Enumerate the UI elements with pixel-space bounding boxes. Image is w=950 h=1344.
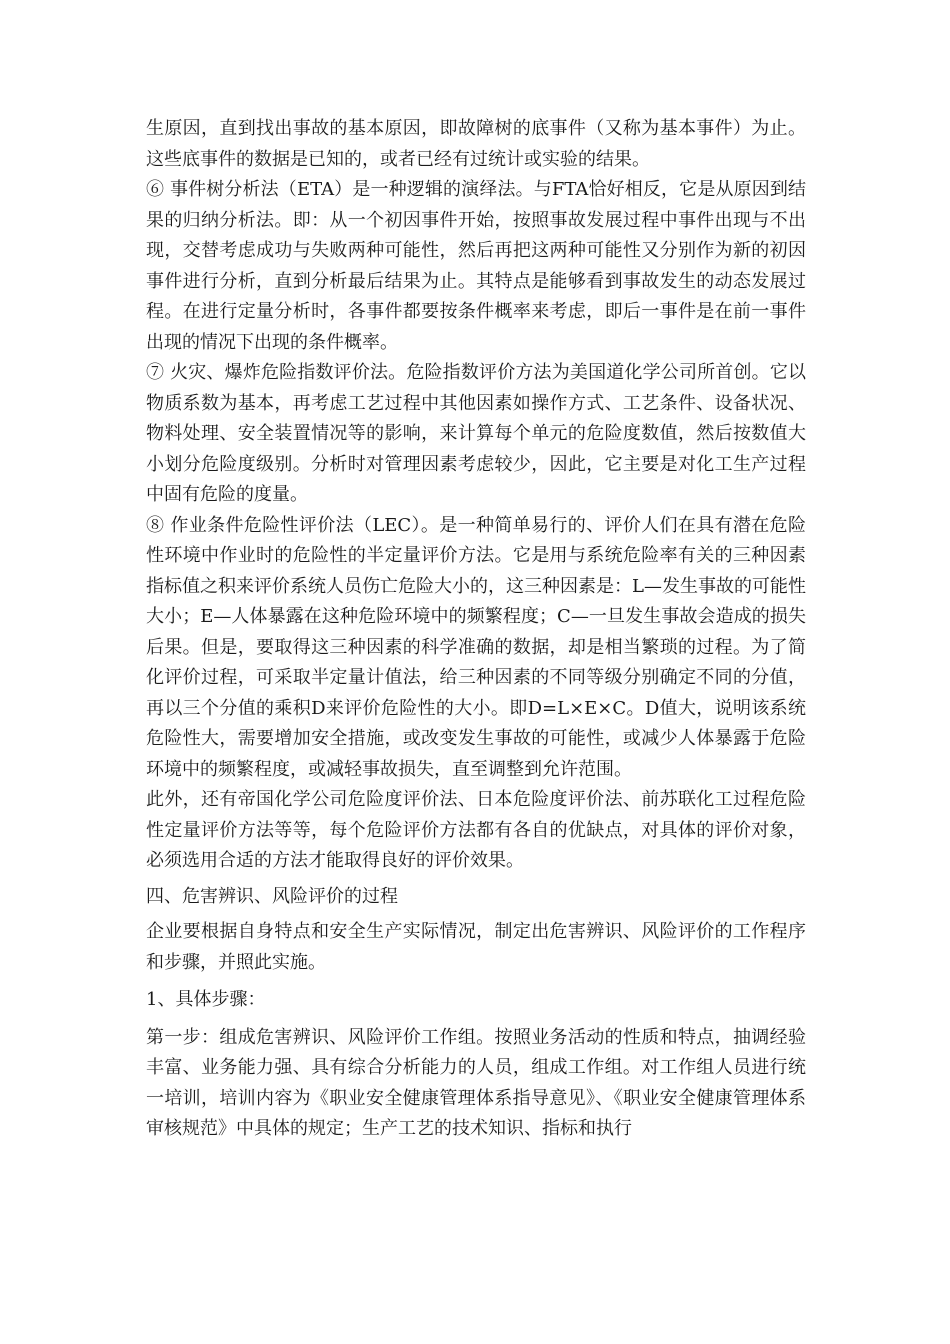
paragraph-other-methods: 此外，还有帝国化学公司危险度评价法、日本危险度评价法、前苏联化工过程危险性定量评价方法等等，每个危险评价方法都有各自的优缺点，对具体的评价对象，必须选用合适的方法才能取得良好的评价效果。 [146, 789, 806, 871]
section-heading-process: 四、危害辨识、风险评价的过程 [146, 885, 398, 907]
document-body [146, 114, 806, 1145]
paragraph-step-one: 第一步：组成危害辨识、风险评价工作组。按照业务活动的性质和特点，抽调经验丰富、业务能力强、具有综合分析能力的人员，组成工作组。对工作组人员进行统一培训，培训内容为《职业安全健康管理体系指导意见》、《职业安全健康管理体系审核规范》中具体的规定；生产工艺的技术知识、指标和执行 [146, 1026, 806, 1139]
paragraph-fire-explosion-index: ⑦ 火灾、爆炸危险指数评价法。危险指数评价方法为美国道化学公司所首创。它以物质系数为基本，再考虑工艺过程中其他因素如操作方式、工艺条件、设备状况、物料处理、安全装置情况等的影响，来计算每个单元的危险度数值，然后按数值大小划分危险度级别。分析时对管理因素考虑较少，因此，它主要是对化工生产过程中固有危险的度量。 [146, 362, 806, 505]
paragraph-fta-continuation: 生原因，直到找出事故的基本原因，即故障树的底事件（又称为基本事件）为止。这些底事件的数据是已知的，或者已经有过统计或实验的结果。 [146, 118, 806, 170]
subheading-specific-steps: 1、具体步骤： [146, 989, 266, 1010]
paragraph-lec: ⑧ 作业条件危险性评价法（LEC）。是一种简单易行的、评价人们在具有潜在危险性环境中作业时的危险性的半定量评价方法。它是用与系统危险率有关的三种因素指标值之积来评价系统人员伤亡危险大小的，这三种因素是：L—发生事故的可能性大小；E—人体暴露在这种危险环境中的频繁程度；C—一旦发生事故会造成的损失后果。但是，要取得这三种因素的科学准确的数据，却是相当繁琐的过程。为了简化评价过程，可采取半定量计值法，给三种因素的不同等级分别确定不同的分值，再以三个分值的乘积D来评价危险性的大小。即D=L×E×C。D值大，说明该系统危险性大，需要增加安全措施，或改变发生事故的可能性，或减少人体暴露于危险环境中的频繁程度，或减轻事故损失，直至调整到允许范围。 [146, 514, 806, 780]
paragraph-eta: ⑥ 事件树分析法（ETA）是一种逻辑的演绎法。与FTA恰好相反，它是从原因到结果的归纳分析法。即：从一个初因事件开始，按照事故发展过程中事件出现与不出现，交替考虑成功与失败两种可能性，然后再把这两种可能性又分别作为新的初因事件进行分析，直到分析最后结果为止。其特点是能够看到事故发生的动态发展过程。在进行定量分析时，各事件都要按条件概率来考虑，即后一事件是在前一事件出现的情况下出现的条件概率。 [146, 179, 806, 353]
paragraph-enterprise-procedure: 企业要根据自身特点和安全生产实际情况，制定出危害辨识、风险评价的工作程序和步骤，并照此实施。 [146, 921, 806, 973]
